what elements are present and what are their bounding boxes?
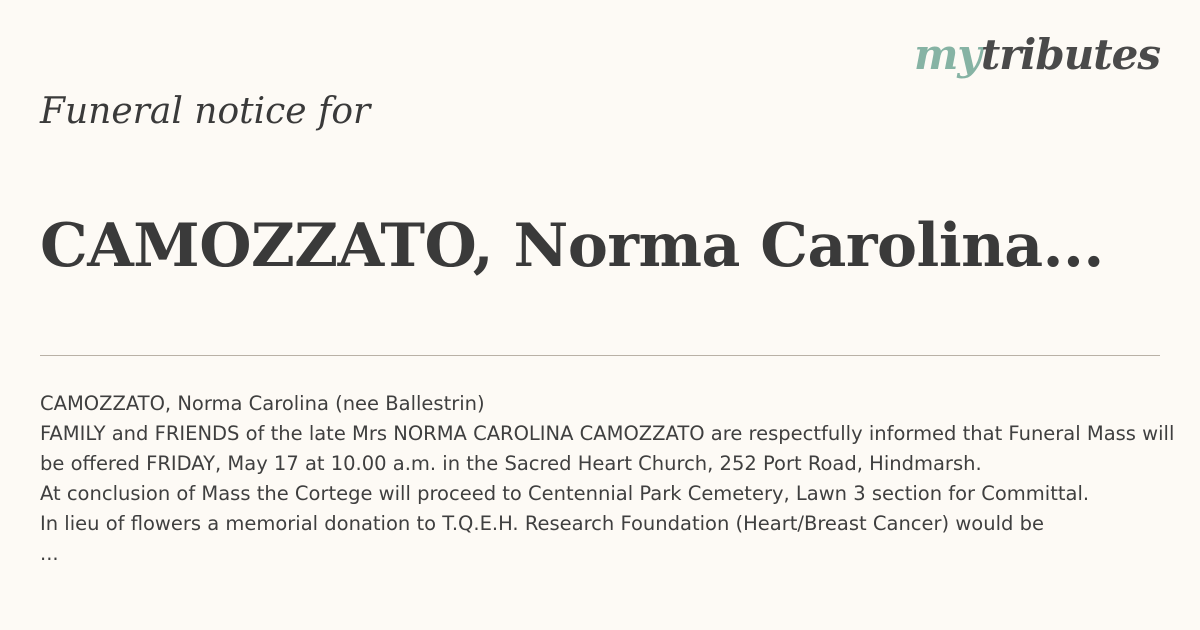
notice-line: In lieu of flowers a memorial donation to T.Q.E.H. Research Foundation (Heart/Breast Cancer) would be [40, 512, 1044, 535]
notice-line: CAMOZZATO, Norma Carolina (nee Ballestrin) [40, 392, 485, 415]
logo-tributes-text: tributes [980, 30, 1160, 79]
mytributes-logo [913, 30, 1160, 79]
notice-line: FAMILY and FRIENDS of the late Mrs NORMA CAROLINA CAMOZZATO are respectfully informed that Funeral Mass will [40, 422, 1175, 445]
notice-text [40, 389, 1175, 569]
logo-my-text: my [913, 30, 981, 79]
notice-line: be offered FRIDAY, May 17 at 10.00 a.m. in the Sacred Heart Church, 252 Port Road, Hindmarsh. [40, 452, 982, 475]
page-title: CAMOZZATO, Norma Carolina... [40, 211, 1104, 281]
notice-ellipsis: ... [40, 542, 59, 565]
divider [40, 355, 1160, 356]
notice-line: At conclusion of Mass the Cortege will proceed to Centennial Park Cemetery, Lawn 3 section for Committal. [40, 482, 1090, 505]
page-subtitle: Funeral notice for [40, 91, 371, 132]
